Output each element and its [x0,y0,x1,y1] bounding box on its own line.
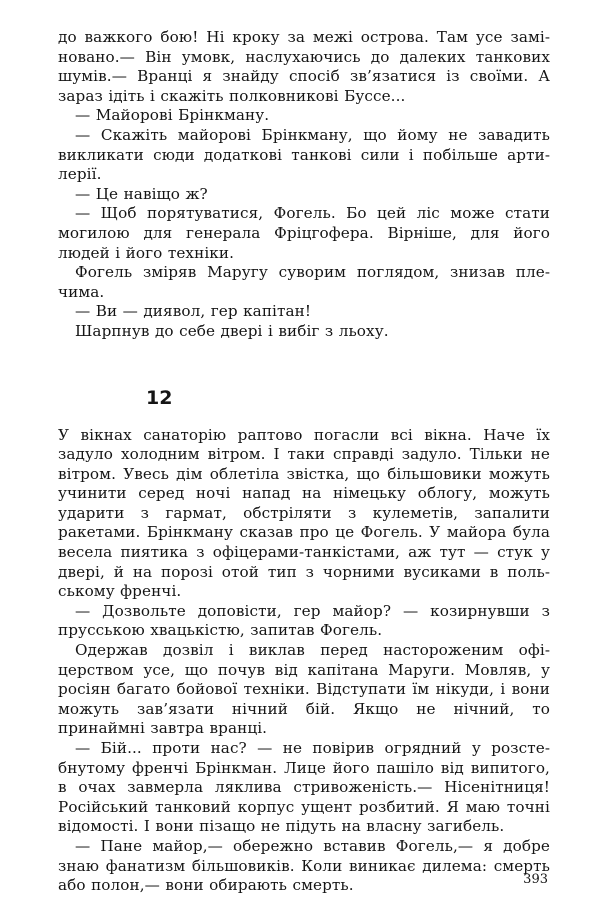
paragraph-6: Фогель зміряв Маругу суворим поглядом, знизав плечима. [58,263,550,301]
book-page [58,28,550,896]
paragraph-1: до важкого бою! Ні кроку за межі острова. Там усе заміновано.— Він умовк, наслухаючись до далеких танкових шумів.— Вранці я знайду спосіб зв’язатися із своїми. А зараз ідіть і скажіть полковникові Буссе... [58,28,550,105]
paragraph-12: — Бій... проти нас? — не повірив огрядний у розстебнутому френчі Брінкман. Лице його пашіло від випитого, в очах завмерла ляклива стривоженість.— Нісенітниця! Російський танковий корпус ущент розбитий. Я маю точні відомості. І вони пізащо не підуть на власну загибель. [58,739,550,836]
paragraph-10: — Дозвольте доповісти, гер майор? — козирнувши з прусською хвацькістю, запитав Фогель. [58,601,550,640]
paragraph-4: — Це навіщо ж? [75,184,208,203]
paragraph-11: Одержав дозвіл і виклав перед настороженим офіцерством усе, що почув від капітана Маруги. Мовляв, у росіян багато бойової техніки. Відступати їм нікуди, і вони можуть зав’язати нічний бій. Якщо не нічний, то принаймні завтра вранці. [58,641,550,738]
paragraph-9: У вікнах санаторію раптово погасли всі вікна. Наче їх задуло холодним вітром. І таки справді задуло. Тільки не вітром. Увесь дім облетіла звістка, що більшовики можуть учинити серед ночі напад на німецьку облогу, можуть ударити з гармат, обстріляти з кулеметів, запалити ракетами. Брінкману сказав про це Фогель. У майора була весела пиятика з офіцерами-танкістами, аж тут — стук у двері, й на порозі отой тип з чорними вусиками в польському френчі. [58,425,550,601]
chapter-number: 12 [146,386,173,409]
paragraph-7: — Ви — диявол, гер капітан! [75,302,312,321]
paragraph-13: — Пане майор,— обережно вставив Фогель,— я добре знаю фанатизм більшовиків. Коли виникає дилема: смерть або полон,— вони обирають смерть. [58,836,550,895]
paragraph-5: — Щоб порятуватися, Фогель. Бо цей ліс може стати могилою для генерала Фріцгофера. Вірніше, для його людей і його техніки. [58,204,550,262]
page-number: 393 [523,872,548,887]
paragraph-8: Шарпнув до себе двері і вибіг з льоху. [75,321,389,340]
paragraph-3: — Скажіть майорові Брінкману, що йому не завадить викликати сюди додаткові танкові сили і побільше артилерії. [58,125,550,184]
paragraph-2: — Майорові Брінкману. [75,106,270,125]
